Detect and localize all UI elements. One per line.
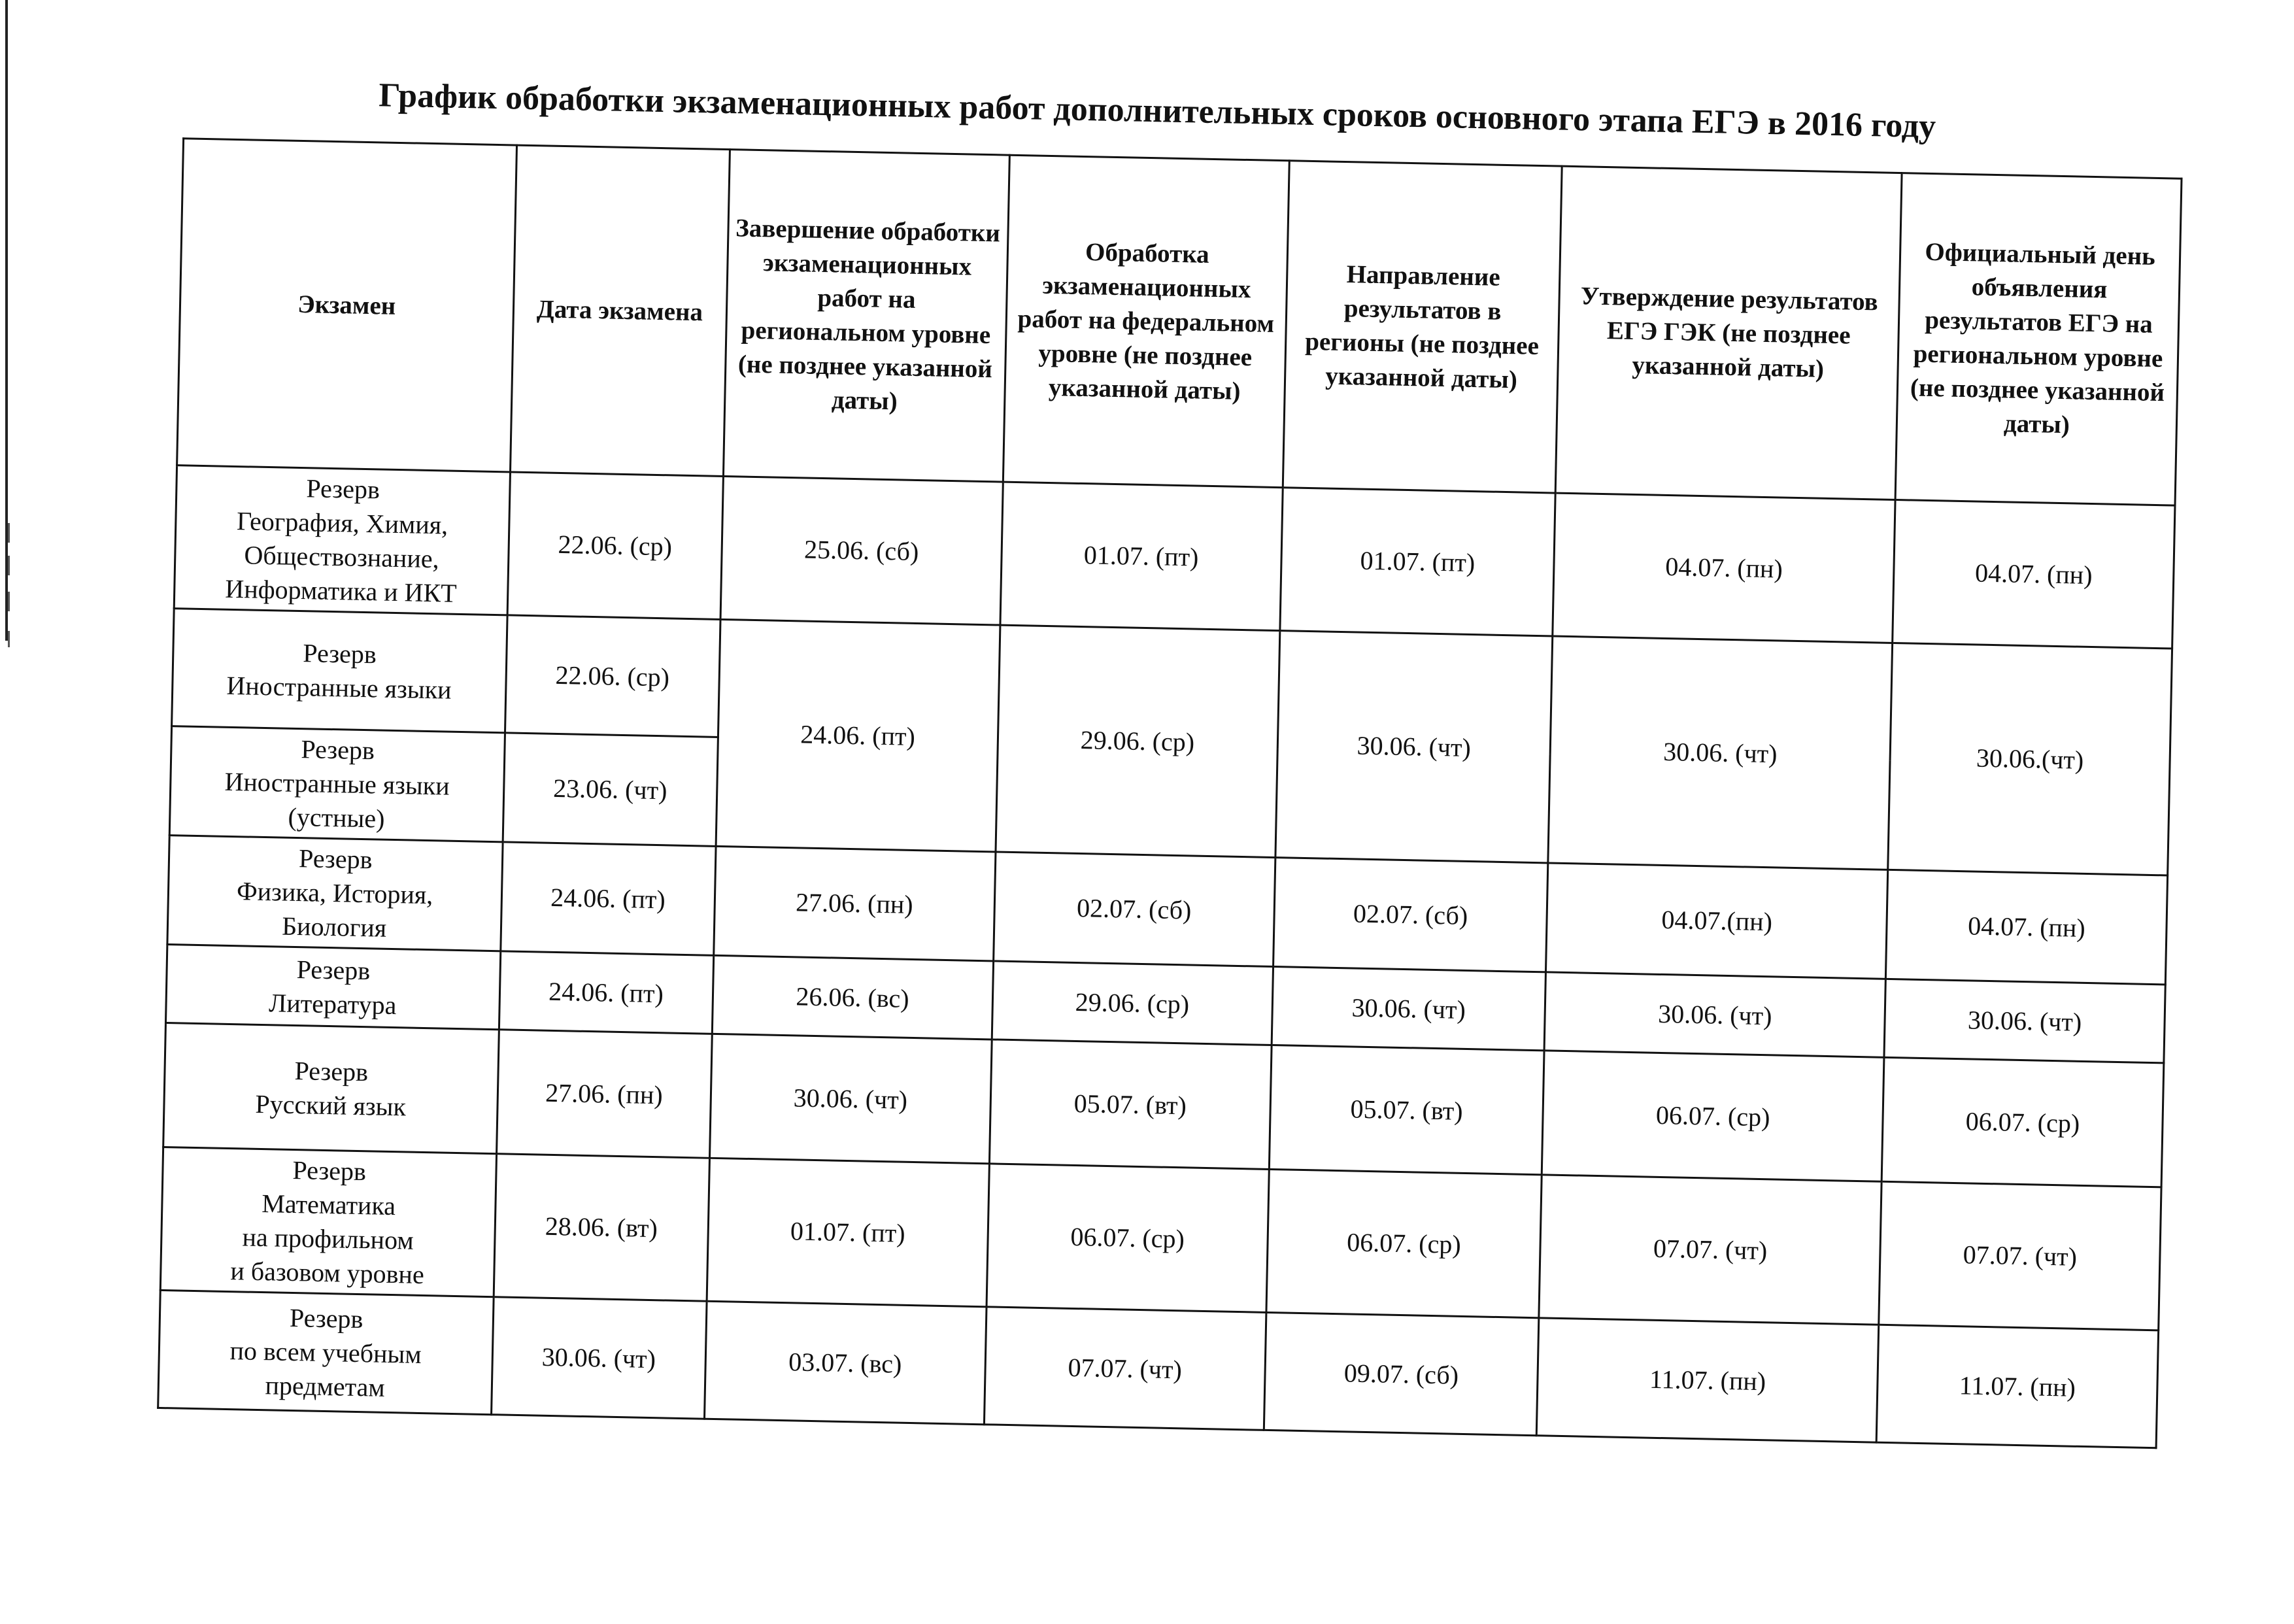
regional-completion-cell: 26.06. (вс) [712,955,993,1040]
header-regional-completion: Завершение обработки экзаменационных работ на региональном уровне (не позднее указанной даты) [723,150,1009,482]
exam-date-cell: 22.06. (ср) [507,472,723,620]
regional-completion-cell: 25.06. (сб) [720,476,1003,625]
results-direction-cell: 01.07. (пт) [1279,488,1555,636]
federal-processing-cell: 05.07. (вт) [989,1040,1272,1170]
regional-completion-cell: 30.06. (чт) [709,1034,992,1164]
official-announcement-cell: 30.06. (чт) [1884,979,2165,1063]
exam-cell: Резерв Русский язык [163,1023,499,1154]
exam-cell: Резерв Литература [165,945,500,1030]
exam-cell: Резерв Физика, История, Биология [167,836,503,951]
schedule-table [157,137,2182,1449]
federal-processing-cell: 02.07. (сб) [993,852,1275,967]
results-direction-cell: 30.06. (чт) [1272,967,1546,1051]
official-announcement-cell: 07.07. (чт) [1879,1181,2161,1330]
scan-edge-dash [8,523,10,543]
exam-date-cell: 22.06. (ср) [505,615,720,737]
federal-processing-cell: 06.07. (ср) [987,1164,1269,1313]
exam-cell: Резерв Иностранные языки [172,609,507,733]
exam-cell: Резерв по всем учебным предметам [158,1290,494,1414]
scan-edge-line [5,0,8,641]
header-date: Дата экзамена [510,145,730,476]
document-title: График обработки экзаменационных работ дополнительных сроков основного этапа ЕГЭ в 2016 году [378,76,1936,146]
exam-date-cell: 30.06. (чт) [491,1297,707,1419]
regional-completion-cell: 01.07. (пт) [707,1158,989,1307]
results-direction-cell: 09.07. (сб) [1264,1312,1539,1435]
regional-completion-cell: 24.06. (пт) [716,619,1000,852]
header-gek-approval: Утверждение результатов ЕГЭ ГЭК (не позднее указанной даты) [1555,166,1902,499]
document-page [104,58,2184,1485]
gek-approval-cell: 30.06. (чт) [1544,972,1885,1057]
results-direction-cell: 06.07. (ср) [1266,1169,1542,1317]
exam-date-cell: 24.06. (пт) [499,951,713,1034]
scan-edge-dash [8,592,10,611]
header-official-announcement: Официальный день объявления результатов ЕГЭ на региональном уровне (не позднее указанной даты) [1895,173,2182,505]
exam-cell: Резерв География, Химия, Обществознание, Информатика и ИКТ [174,465,510,615]
gek-approval-cell: 07.07. (чт) [1539,1175,1881,1325]
official-announcement-cell: 04.07. (пн) [1893,499,2175,649]
gek-approval-cell: 04.07. (пн) [1553,493,1895,643]
results-direction-cell: 30.06. (чт) [1275,631,1553,863]
scan-edge-dash [8,556,10,575]
regional-completion-cell: 03.07. (вс) [704,1301,986,1425]
federal-processing-cell: 29.06. (ср) [996,625,1280,858]
exam-cell: Резерв Математика на профильном и базовом уровне [160,1147,496,1297]
federal-processing-cell: 01.07. (пт) [1000,482,1282,631]
exam-date-cell: 24.06. (пт) [500,842,715,956]
federal-processing-cell: 07.07. (чт) [984,1307,1266,1430]
official-announcement-cell: 04.07. (пн) [1885,870,2167,985]
scan-edge-dash [8,631,10,647]
gek-approval-cell: 11.07. (пн) [1537,1318,1879,1442]
header-exam: Экзамен [177,139,516,472]
federal-processing-cell: 29.06. (ср) [992,961,1273,1045]
exam-date-cell: 27.06. (пн) [496,1030,712,1159]
exam-date-cell: 23.06. (чт) [503,733,718,847]
table-header-row [177,139,2182,505]
official-announcement-cell: 06.07. (ср) [1881,1057,2164,1187]
official-announcement-cell: 11.07. (пн) [1876,1325,2159,1448]
exam-date-cell: 28.06. (вт) [494,1154,709,1302]
exam-cell: Резерв Иностранные языки (устные) [169,726,505,842]
official-announcement-cell: 30.06.(чт) [1888,643,2172,875]
results-direction-cell: 02.07. (сб) [1273,858,1548,972]
gek-approval-cell: 06.07. (ср) [1542,1051,1884,1181]
results-direction-cell: 05.07. (вт) [1269,1045,1545,1174]
gek-approval-cell: 30.06. (чт) [1548,636,1893,870]
gek-approval-cell: 04.07.(пн) [1546,863,1888,979]
regional-completion-cell: 27.06. (пн) [713,846,995,961]
header-federal-processing: Обработка экзаменационных работ на федеральном уровне (не позднее указанной даты) [1003,155,1289,487]
header-results-direction: Направление результатов в регионы (не позднее указанной даты) [1283,161,1562,493]
